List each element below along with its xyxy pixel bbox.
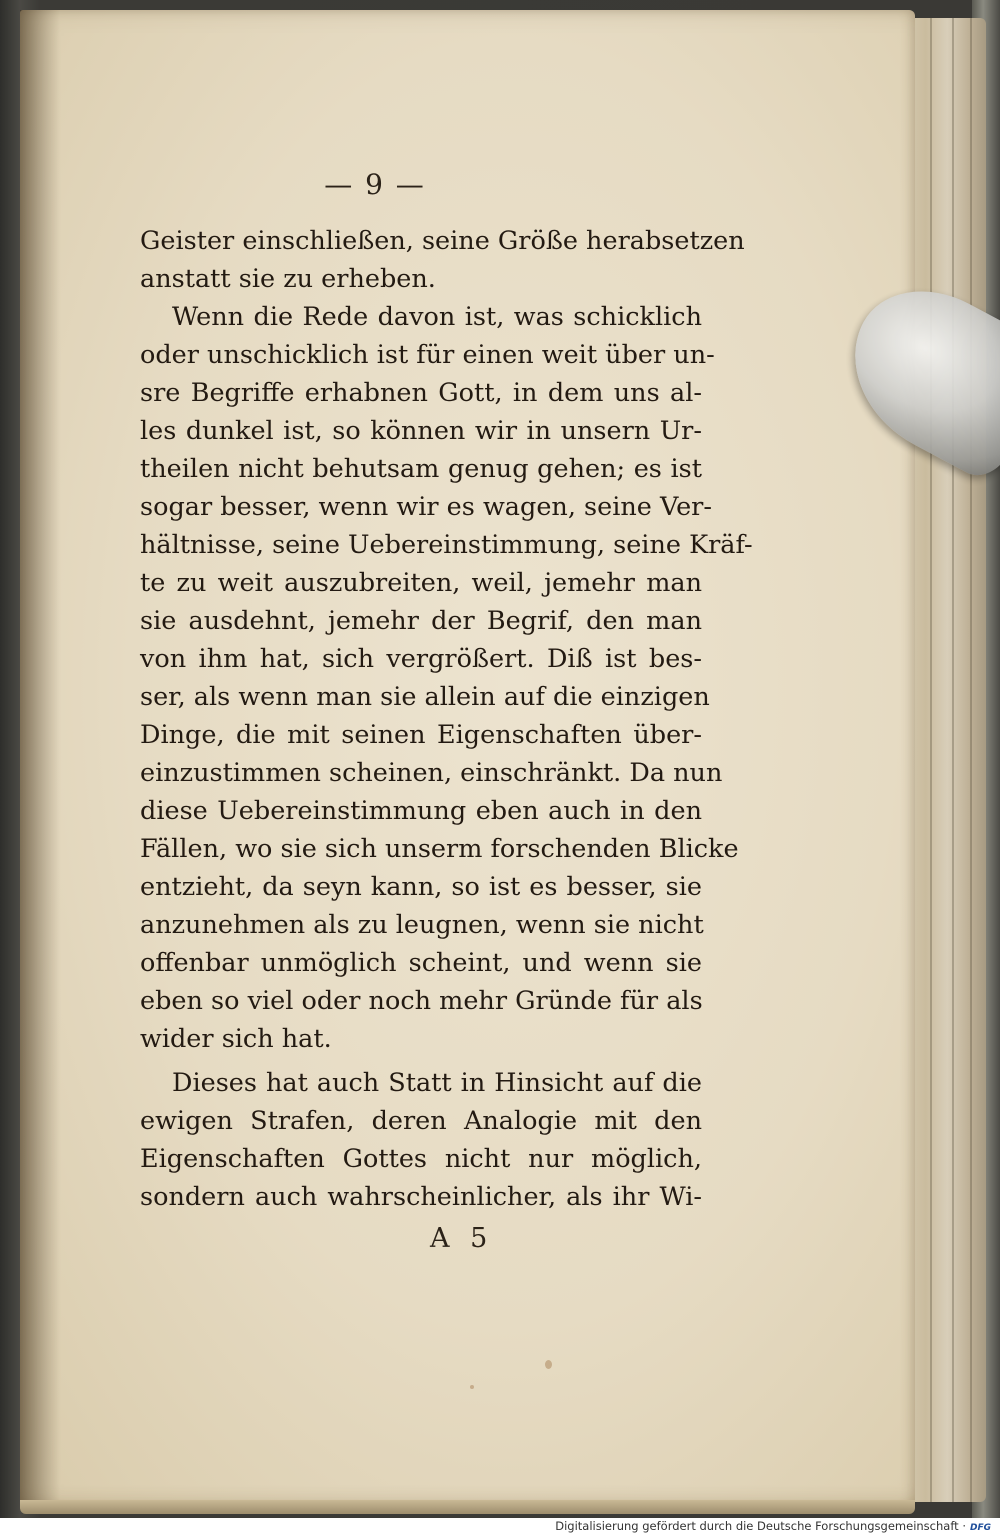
- page-bottom-edge: [20, 1500, 915, 1514]
- text-line: offenbar unmöglich scheint, und wenn sie: [140, 948, 702, 978]
- dfg-logo: DFG: [970, 1523, 992, 1533]
- text-line: hältnisse, seine Uebereinstimmung, seine Kräf-: [140, 530, 753, 560]
- text-line: wider sich hat.: [140, 1024, 332, 1054]
- text-line: ser, als wenn man sie allein auf die einzigen: [140, 682, 710, 712]
- text-line: te zu weit auszubreiten, weil, jemehr man: [140, 568, 702, 598]
- text-line: Wenn die Rede davon ist, was schicklich: [172, 302, 702, 332]
- text-line: sie ausdehnt, jemehr der Begrif, den man: [140, 606, 702, 636]
- text-line: entzieht, da seyn kann, so ist es besser, sie: [140, 872, 702, 902]
- text-line: sondern auch wahrscheinlicher, als ihr Wi-: [140, 1182, 702, 1212]
- text-line: Eigenschaften Gottes nicht nur möglich,: [140, 1144, 702, 1174]
- page-number: — 9 —: [324, 168, 426, 201]
- text-line: anstatt sie zu erheben.: [140, 264, 436, 294]
- text-line: les dunkel ist, so können wir in unsern Ur-: [140, 416, 702, 446]
- gutter-shadow: [20, 10, 60, 1510]
- text-line: ewigen Strafen, deren Analogie mit den: [140, 1106, 702, 1136]
- text-line: einzustimmen scheinen, einschränkt. Da nun: [140, 758, 723, 788]
- text-line: sre Begriffe erhabnen Gott, in dem uns al-: [140, 378, 702, 408]
- text-line: diese Uebereinstimmung eben auch in den: [140, 796, 702, 826]
- text-line: oder unschicklich ist für einen weit über un-: [140, 340, 715, 370]
- text-line: sogar besser, wenn wir es wagen, seine Ver-: [140, 492, 712, 522]
- text-line: von ihm hat, sich vergrößert. Diß ist bes-: [140, 644, 702, 674]
- text-line: Dinge, die mit seinen Eigenschaften über-: [140, 720, 702, 750]
- text-line: theilen nicht behutsam genug gehen; es ist: [140, 454, 702, 484]
- text-line: Geister einschließen, seine Größe herabsetzen: [140, 226, 745, 256]
- text-line: Fällen, wo sie sich unserm forschenden Blicke: [140, 834, 739, 864]
- footer-credit: Digitalisierung gefördert durch die Deutsche Forschungsgemeinschaft ·: [555, 1519, 966, 1533]
- text-line: Dieses hat auch Statt in Hinsicht auf die: [172, 1068, 702, 1098]
- text-line: eben so viel oder noch mehr Gründe für als: [140, 986, 703, 1016]
- signature-mark: A 5: [430, 1223, 494, 1254]
- text-line: anzunehmen als zu leugnen, wenn sie nicht: [140, 910, 704, 940]
